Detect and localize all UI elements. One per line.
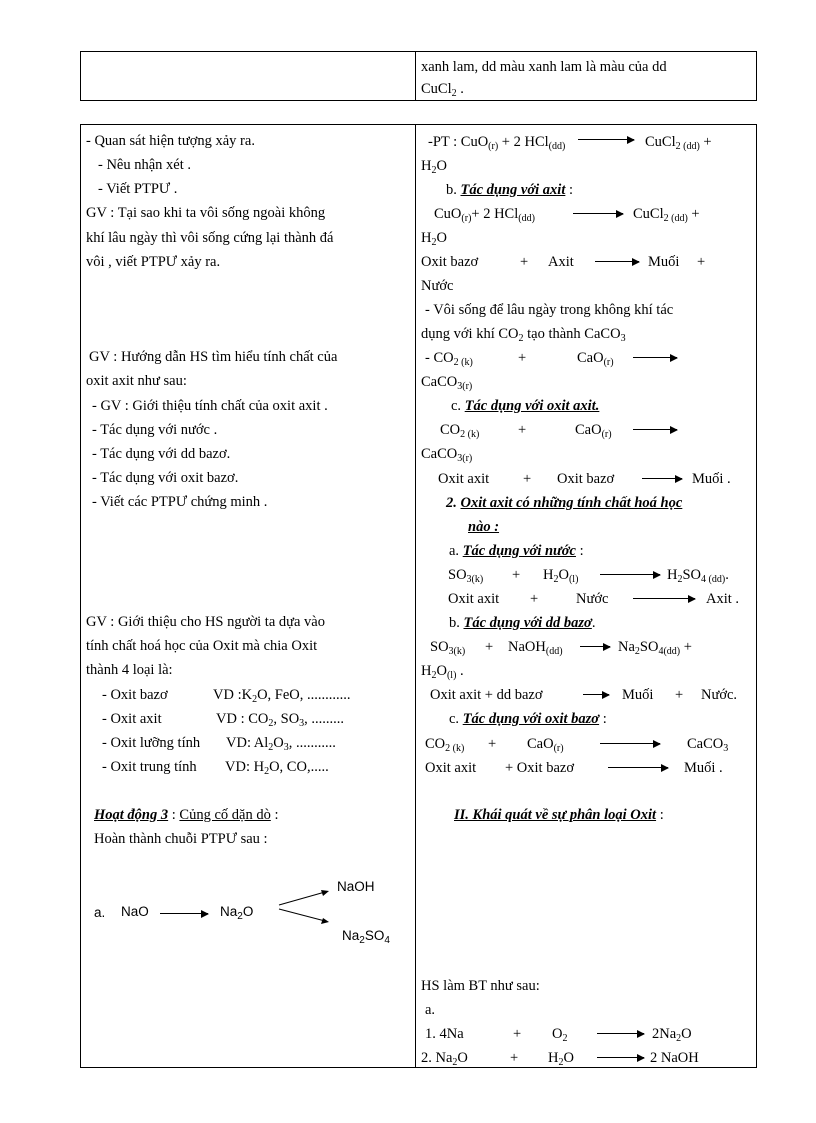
right-line: CaO$_{(r)}$ [575,422,612,440]
section-2c-heading: c. Tác dụng với oxit bazơ : [449,711,607,727]
right-line: $H_2O_{(l)}$ . [421,663,464,681]
left-line: GV : Hướng dẫn HS tìm hiểu tính chất của [89,349,338,365]
right-line: - Vôi sống để lâu ngày trong không khí tác [425,302,674,318]
hs-exercise-label: a. [425,1002,436,1018]
activity-heading: Hoạt động 3 : Củng cố dặn dò : [94,807,279,823]
top-table-divider [415,51,416,101]
arrow [633,357,677,358]
left-line: - Tác dụng với nước . [92,422,218,438]
left-line: tính chất hoá học của Oxit mà chia Oxit [86,638,318,654]
section-2a-heading: a. Tác dụng với nước : [449,543,584,559]
right-line: $SO_{3(k)}$ [430,639,466,657]
right-line: $H_2SO_{4 (dd)}$. [667,567,729,585]
exercise-eq2: $H_2O$ [548,1050,574,1068]
chain-na2o: $Na_2O$ [220,904,254,922]
right-line: CaCO$_3$ [687,736,729,754]
left-line: thành 4 loại là: [86,662,173,678]
section-ii-heading: II. Khái quát về sự phân loại Oxit : [454,807,664,823]
right-line: Oxit axit [425,760,477,776]
arrow [573,213,623,214]
right-line: $Na_2SO_{4(dd)}$ + [618,639,692,657]
right-line: $H_2O_{(l)}$ [543,567,579,585]
exercise-eq1: $O_2$ [552,1026,568,1044]
right-line: $CO_{2 (k)}$ [440,422,480,440]
oxit-class-example: VD: $Al_2O_3$, ........... [226,735,336,753]
right-line: CaO$_{(r)}$ [577,350,614,368]
left-line: - Nêu nhận xét . [98,157,192,173]
top-right-line1: xanh lam, dd màu xanh lam là màu của dd [421,59,667,75]
chain-branch-arrows [275,885,335,929]
right-line: + [485,639,494,655]
section-c-heading: c. Tác dụng với oxit axit. [451,398,600,414]
arrow [633,598,695,599]
exercise-eq2: + [510,1050,519,1066]
arrow [600,574,660,575]
exercise-eq2: 2 NaOH [650,1050,699,1066]
right-line: CuCl$_{2 (dd)}$ + [633,206,700,224]
right-line: Nước [576,591,609,607]
oxit-class-example: VD : $CO_2$, $SO_3$, ......... [216,711,345,729]
arrow [597,1033,644,1034]
oxit-class-line: - Oxit bazơ [102,687,168,703]
chain-label: a. [94,905,106,920]
arrow [580,646,610,647]
right-line: CaO$_{(r)}$ [527,736,564,754]
arrow [597,1057,644,1058]
right-line: CaCO$_{3(r)}$ [421,374,473,392]
right-line: Muối . [684,760,723,776]
arrow [633,429,677,430]
right-line: $SO_{3(k)}$ [448,567,484,585]
oxit-class-line: - Oxit lưỡng tính [102,735,201,751]
chain-na2so4: $Na_2SO_4$ [342,928,390,946]
right-line: Oxit bazơ [557,471,615,487]
left-line: - Viết PTPƯ . [98,181,178,197]
chain-nao: NaO [121,904,149,919]
left-line: - GV : Giới thiệu tính chất của oxit axit . [92,398,328,414]
chain-arrow [160,913,208,914]
left-line: vôi , viết PTPƯ xảy ra. [86,254,221,270]
left-line: oxit axit như sau: [86,373,187,389]
arrow [600,743,660,744]
right-line: Axit . [706,591,740,607]
right-line: Oxit bazơ [421,254,479,270]
arrow [578,139,634,140]
right-line: -PT : CuO$_{(r)}$ + 2 HCl$_{(dd)}$ [428,134,566,152]
right-line: Muối [648,254,680,270]
left-line: - Tác dụng với oxit bazơ. [92,470,239,486]
right-line: + [523,471,532,487]
hs-exercise: HS làm BT như sau: [421,978,540,994]
right-line: + [697,254,706,270]
arrow [583,694,609,695]
left-line: khí lâu ngày thì vôi sống cứng lại thành đá [86,230,334,246]
exercise-eq1: 1. 4Na [425,1026,464,1042]
activity-instruction: Hoàn thành chuỗi PTPƯ sau : [94,831,268,847]
right-line: Oxit axit + dd bazơ [430,687,543,703]
right-line: Nước [421,278,454,294]
right-line: NaOH$_{(dd)}$ [508,639,563,657]
right-line: CuO$_{(r)}$+ 2 HCl$_{(dd)}$ [434,206,535,224]
section-2-heading-cont: nào : [468,519,500,535]
right-line: + [675,687,684,703]
right-line: + [518,350,527,366]
section-b-heading: b. Tác dụng với axit : [446,182,574,198]
oxit-class-line: - Oxit trung tính [102,759,197,775]
exercise-eq2: 2. $Na_2O$ [421,1050,468,1068]
right-line: $CO_{2 (k)}$ [425,736,465,754]
right-line: + [520,254,529,270]
arrow [608,767,668,768]
right-line: $H_2O$ [421,158,447,176]
section-2-heading: 2. Oxit axit có những tính chất hoá học [446,495,683,511]
top-right-line2: CuCl$_2$ . [421,81,464,99]
right-line: + [488,736,497,752]
left-line: GV : Giới thiệu cho HS người ta dựa vào [86,614,325,630]
right-line: $H_2O$ [421,230,447,248]
right-line: Muối [622,687,654,703]
right-line: + Oxit bazơ [505,760,574,776]
main-table-divider [415,124,416,1068]
oxit-class-line: - Oxit axit [102,711,162,727]
chain-naoh: NaOH [337,879,375,894]
section-2b-heading: b. Tác dụng với dd bazơ. [449,615,596,631]
right-line: Axit [548,254,574,270]
right-line: - $CO_{2 (k)}$ [425,350,473,368]
left-line: - Quan sát hiện tượng xảy ra. [86,133,255,149]
right-line: Muối . [692,471,731,487]
right-line: dụng với khí $CO_2$ tạo thành CaCO$_3$ [421,326,626,344]
right-line: Nước. [701,687,738,703]
exercise-eq1: + [513,1026,522,1042]
arrow [642,478,682,479]
right-line: Oxit axit [438,471,490,487]
right-line: CuCl$_{2 (dd)}$ + [645,134,712,152]
arrow [595,261,639,262]
right-line: + [530,591,539,607]
right-line: CaCO$_{3(r)}$ [421,446,473,464]
oxit-class-example: VD: $H_2O$, CO,..... [225,759,329,777]
left-line: - Tác dụng với dd bazơ. [92,446,231,462]
right-line: + [512,567,521,583]
right-line: Oxit axit [448,591,500,607]
right-line: + [518,422,527,438]
oxit-class-example: VD $:K_2O$, FeO, ............ [213,687,351,705]
left-line: - Viết các PTPƯ chứng minh . [92,494,268,510]
exercise-eq1: $2Na_2O$ [652,1026,692,1044]
left-line: GV : Tại sao khi ta vôi sống ngoài không [86,205,326,221]
